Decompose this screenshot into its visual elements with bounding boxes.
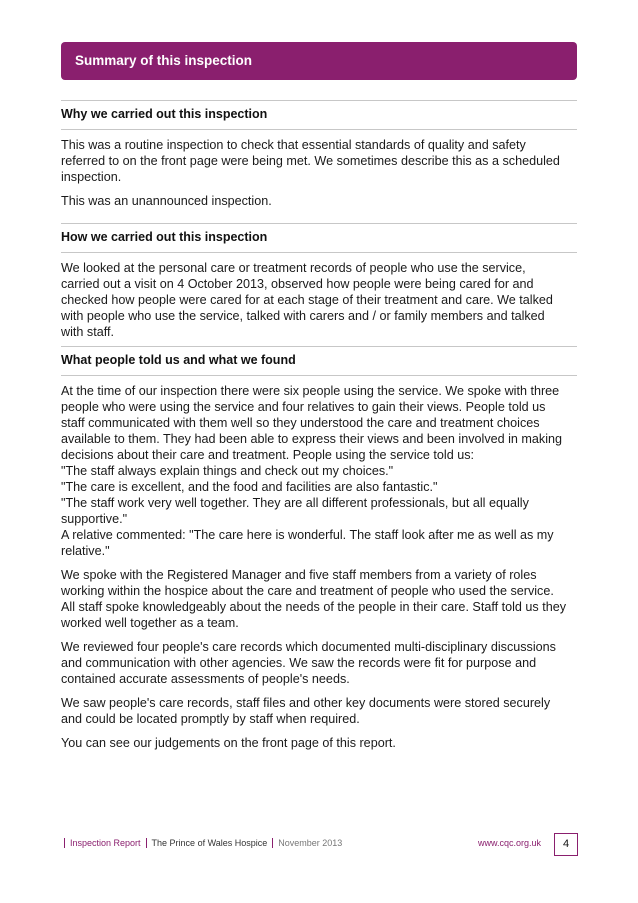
paragraph: You can see our judgements on the front page of this report.: [61, 736, 396, 750]
page-number: 4: [554, 833, 578, 856]
paragraph: This was an unannounced inspection.: [61, 194, 272, 208]
footer-date: November 2013: [272, 838, 347, 848]
section-heading-why: [61, 100, 577, 130]
paragraph: We looked at the personal care or treatment records of people who use the service, carried out a visit on 4 October 2013, observed how people were being cared for and checked how people were cared for at each stage of their treatment and care. We talked with people who use the service, talked with carers and / or family members and talked with staff.: [61, 261, 553, 339]
paragraph: We reviewed four people's care records which documented multi-disciplinary discussions and communication with other agencies. We saw the records were fit for purpose and contained accurate assessments of people's needs.: [61, 640, 556, 686]
footer-report-label: Inspection Report: [64, 838, 146, 848]
section-heading-text: Why we carried out this inspection: [61, 107, 268, 121]
footer-provider: The Prince of Wales Hospice: [146, 838, 273, 848]
paragraph: We spoke with the Registered Manager and five staff members from a variety of roles working within the hospice about the care and treatment of people who used the service. All staff spoke knowledgeably about the needs of the people in their care. Staff told us they worked well together as a team.: [61, 568, 567, 630]
footer-url: www.cqc.org.uk: [478, 838, 542, 848]
summary-banner: [61, 42, 577, 80]
banner-title: Summary of this inspection: [75, 53, 253, 68]
section-heading-how: [61, 223, 577, 253]
page-footer: [64, 838, 347, 848]
paragraph: At the time of our inspection there were six people using the service. We spoke with three people who were using the service and four relatives to gain their views. People told us staff communicated with them well so they understood the care and treatment choices available to them. They had been able to express their views and been involved in making decisions about their care and treatment. People using the service told us: "The staff always explain things and check out my choices." "The care is excellent, and the food and facilities are also fantastic." "The staff work very well together. They are all different professionals, but all equally supportive." A relative commented: "The care here is wonderful. The staff look after me as well as my relative.": [61, 384, 563, 558]
section-heading-text: What people told us and what we found: [61, 353, 296, 367]
section-heading-text: How we carried out this inspection: [61, 230, 268, 244]
section-heading-what: [61, 346, 577, 376]
paragraph: We saw people's care records, staff files and other key documents were stored securely and could be located promptly by staff when required.: [61, 696, 551, 726]
paragraph: This was a routine inspection to check that essential standards of quality and safety referred to on the front page were being met. We sometimes describe this as a scheduled inspection.: [61, 138, 560, 184]
